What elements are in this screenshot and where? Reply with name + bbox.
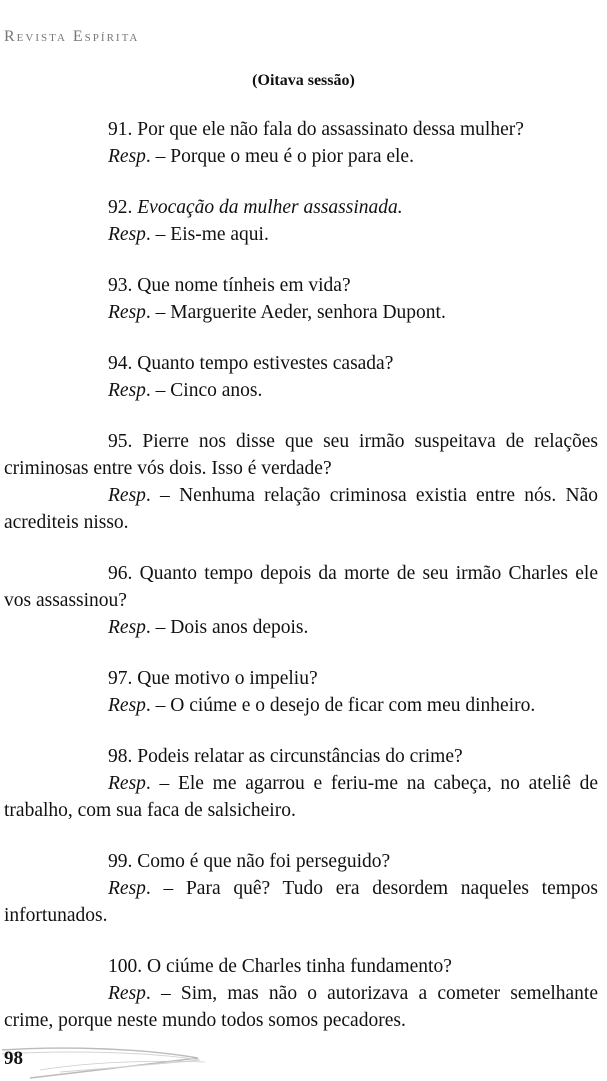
- qa-entry-94: [4, 350, 598, 404]
- qa-entry-92: [4, 194, 598, 248]
- resp-label: Resp: [108, 485, 146, 506]
- decorative-swoosh-icon: [0, 1040, 220, 1081]
- answer-text: . – Ele me agarrou e feriu-me na cabeça, no ateliê de trabalho, com sua faca de salsicheiro.: [4, 773, 598, 821]
- question-93: 93. Que nome tínheis em vida?: [108, 275, 351, 296]
- resp-label: Resp: [108, 878, 146, 899]
- question-95: 95. Pierre nos disse que seu irmão suspeitava de relações criminosas entre vós dois. Isso é verdade?: [4, 431, 598, 479]
- resp-label: Resp: [108, 773, 146, 794]
- answer-text: . – O ciúme e o desejo de ficar com meu dinheiro.: [145, 695, 536, 716]
- question-97: 97. Que motivo o impeliu?: [108, 668, 318, 689]
- qa-entry-96: [4, 560, 598, 641]
- question-99: 99. Como é que não foi perseguido?: [108, 851, 391, 872]
- answer-text: . – Nenhuma relação criminosa existia entre nós. Não acrediteis nisso.: [4, 485, 598, 533]
- qa-entry-91: [4, 116, 598, 170]
- answer-text: . – Dois anos depois.: [145, 617, 309, 638]
- session-title: (Oitava sessão): [252, 72, 355, 89]
- answer-text: . – Porque o meu é o pior para ele.: [145, 146, 414, 167]
- qa-entry-100: [4, 953, 598, 1034]
- question-92: [4, 194, 598, 221]
- question-number: 92.: [108, 197, 138, 218]
- answer-text: . – Para quê? Tudo era desordem naqueles tempos infortunados.: [4, 878, 598, 926]
- qa-entry-98: [4, 743, 598, 824]
- resp-label: Resp: [108, 302, 146, 323]
- resp-label: Resp: [108, 695, 146, 716]
- answer-96: [4, 614, 598, 641]
- question-98: 98. Podeis relatar as circunstâncias do crime?: [108, 746, 463, 767]
- question-italic-text: Evocação da mulher assassinada.: [137, 197, 403, 218]
- answer-92: [4, 221, 598, 248]
- answer-91: [4, 143, 598, 170]
- question-91: 91. Por que ele não fala do assassinato dessa mulher?: [108, 119, 524, 140]
- running-head: Revista Espírita: [4, 28, 140, 45]
- qa-entry-93: [4, 272, 598, 326]
- answer-97: [4, 692, 598, 719]
- resp-label: Resp: [108, 380, 146, 401]
- resp-label: Resp: [108, 983, 146, 1004]
- qa-entry-99: [4, 848, 598, 929]
- question-96: 96. Quanto tempo depois da morte de seu irmão Charles ele vos assassinou?: [4, 563, 598, 611]
- page-footer: [0, 1040, 607, 1081]
- answer-99: [4, 875, 598, 929]
- answer-93: [4, 299, 598, 326]
- question-100: 100. O ciúme de Charles tinha fundamento?: [108, 956, 452, 977]
- answer-text: . – Marguerite Aeder, senhora Dupont.: [145, 302, 446, 323]
- qa-entry-97: [4, 665, 598, 719]
- answer-95: [4, 482, 598, 536]
- resp-label: Resp: [108, 617, 146, 638]
- resp-label: Resp: [108, 146, 146, 167]
- qa-entry-95: [4, 428, 598, 536]
- answer-94: [4, 377, 598, 404]
- question-94: 94. Quanto tempo estivestes casada?: [108, 353, 394, 374]
- resp-label: Resp: [108, 224, 146, 245]
- page-body: [4, 116, 598, 1058]
- page-number: 98: [4, 1048, 23, 1069]
- answer-text: . – Cinco anos.: [145, 380, 263, 401]
- answer-100: [4, 980, 598, 1034]
- answer-text: . – Eis-me aqui.: [145, 224, 269, 245]
- answer-text: . – Sim, mas não o autorizava a cometer semelhante crime, porque neste mundo todos somos pecadores.: [4, 983, 598, 1031]
- answer-98: [4, 770, 598, 824]
